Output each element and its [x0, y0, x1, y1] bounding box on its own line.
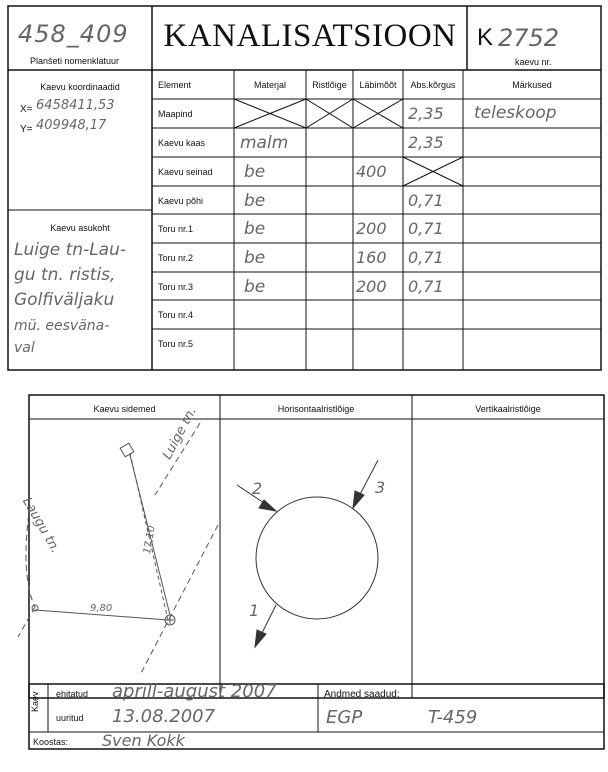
well-label: kaevu nr. — [515, 57, 552, 67]
row-diameter: 400 — [356, 162, 387, 181]
distance-label: 9,80 — [90, 603, 113, 614]
row-height: 0,71 — [408, 277, 444, 296]
top-form — [0, 0, 608, 375]
pipe-label: 1 — [249, 601, 260, 620]
y-label: Y= — [20, 124, 33, 135]
source-label: Andmed saadud: — [324, 689, 400, 700]
bottom-form-grid — [0, 375, 608, 772]
row-element: Kaevu kaas — [158, 138, 206, 148]
row-element: Toru nr.1 — [158, 224, 194, 234]
location-line-2: gu tn. ristis, — [14, 265, 116, 285]
row-material: malm — [240, 133, 289, 153]
built-value: aprill-august 2007 — [112, 681, 277, 702]
built-label: ehitatud — [56, 689, 89, 699]
well-number: 2752 — [498, 24, 560, 52]
th-diameter: Läbimõõt — [359, 80, 397, 90]
row-material: be — [244, 162, 266, 182]
panel-vertical-title: Vertikaalristlõige — [475, 404, 541, 414]
bottom-form — [0, 375, 608, 772]
pipe-label: 2 — [252, 479, 263, 498]
location-line-1: Luige tn-Lau- — [14, 240, 126, 260]
location-label: Kaevu asukoht — [50, 223, 110, 233]
surveyed-value: 13.08.2007 — [112, 706, 216, 727]
th-section: Ristlõige — [312, 80, 347, 90]
distance-label: 17,10 — [142, 524, 158, 555]
y-value: 409948,17 — [36, 118, 107, 133]
panel-horizontal-title: Horisontaalristlõige — [277, 404, 355, 414]
side-label: Kaev — [30, 691, 40, 712]
compiled-value: Sven Kokk — [102, 731, 185, 750]
row-height: 2,35 — [408, 133, 444, 152]
compiled-label: Koostas: — [33, 737, 69, 747]
well-prefix: K — [477, 24, 494, 51]
row-element: Toru nr.5 — [158, 339, 194, 349]
row-element: Toru nr.4 — [158, 310, 194, 320]
surveyed-label: uuritud — [56, 713, 84, 723]
x-label: X= — [20, 104, 33, 115]
pipe-label: 3 — [375, 478, 386, 497]
page-title: KANALISATSIOON — [163, 18, 457, 54]
row-material: be — [244, 248, 266, 268]
location-line-3: Golfiväljaku — [14, 290, 115, 310]
row-element: Kaevu seinad — [158, 167, 213, 177]
row-element: Maapind — [158, 109, 193, 119]
row-element: Toru nr.3 — [158, 282, 194, 292]
row-element: Kaevu põhi — [158, 196, 204, 206]
row-material: be — [244, 277, 266, 297]
row-material: be — [244, 191, 266, 211]
th-material: Materjal — [253, 80, 286, 90]
row-height: 0,71 — [408, 219, 444, 238]
row-notes: teleskoop — [474, 103, 557, 123]
row-height: 0,71 — [408, 191, 444, 210]
row-material: be — [244, 219, 266, 239]
source-value: EGP — [326, 707, 363, 728]
row-diameter: 160 — [356, 248, 387, 267]
coords-label: Kaevu koordinaadid — [40, 82, 120, 92]
street-label: Luige tn. — [160, 404, 200, 463]
street-label: Laugu tn. — [19, 495, 63, 556]
nomenclature-value: 458_409 — [18, 20, 129, 48]
th-element: Element — [158, 80, 192, 90]
row-height: 2,35 — [408, 104, 444, 123]
source-value: T-459 — [428, 707, 478, 728]
location-line-5: val — [14, 340, 35, 356]
row-height: 0,71 — [408, 248, 444, 267]
x-value: 6458411,53 — [36, 98, 115, 113]
panel-ties-title: Kaevu sidemed — [93, 404, 156, 414]
th-height: Abs.kõrgus — [410, 80, 456, 90]
row-diameter: 200 — [356, 219, 387, 238]
nomenclature-label: Planšeti nomenklatuur — [30, 56, 120, 66]
row-element: Toru nr.2 — [158, 253, 194, 263]
row-diameter: 200 — [356, 277, 387, 296]
location-line-4: mü. eesväna- — [14, 318, 110, 334]
th-notes: Märkused — [512, 80, 552, 90]
